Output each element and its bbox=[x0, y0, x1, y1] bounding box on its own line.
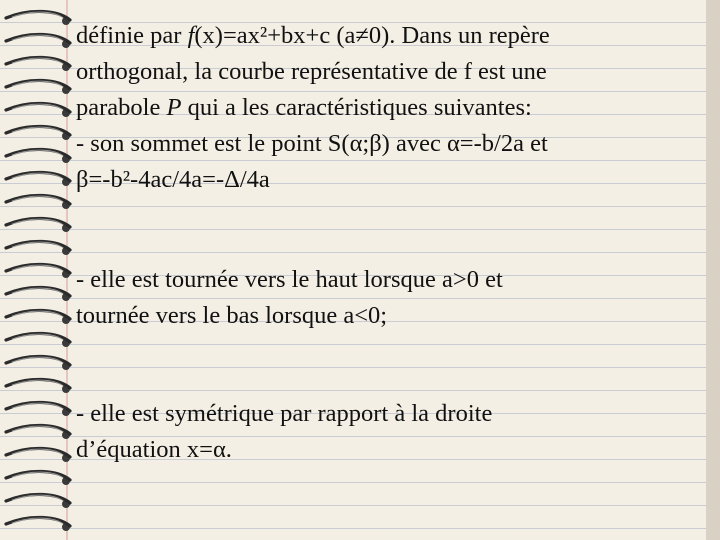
function-f: f bbox=[187, 22, 195, 49]
spiral-ring bbox=[6, 218, 70, 232]
spiral-ring bbox=[6, 80, 70, 94]
spiral-binding bbox=[0, 0, 80, 540]
text-line-8: - elle est symétrique par rapport à la droite bbox=[76, 400, 493, 427]
spiral-ring bbox=[6, 287, 70, 301]
spiral-ring bbox=[6, 402, 70, 416]
text-line-7: tournée vers le bas lorsque a<0; bbox=[76, 302, 388, 329]
text-line-3 bbox=[76, 90, 706, 126]
text-line-9: d’équation x=α. bbox=[76, 436, 232, 463]
text-line-5: β=-b²-4ac/4a=-Δ/4a bbox=[76, 166, 270, 193]
text-line-1 bbox=[76, 18, 706, 54]
text-line-6: - elle est tournée vers le haut lorsque a>0 et bbox=[76, 266, 503, 293]
spiral-ring bbox=[6, 494, 70, 508]
spiral-ring bbox=[6, 356, 70, 370]
spiral-ring bbox=[6, 310, 70, 324]
spiral-ring bbox=[6, 34, 70, 48]
spiral-ring bbox=[6, 241, 70, 255]
spiral-ring bbox=[6, 379, 70, 393]
spiral-ring bbox=[6, 11, 70, 25]
spiral-ring bbox=[6, 471, 70, 485]
page-edge bbox=[706, 0, 720, 540]
spiral-ring bbox=[6, 149, 70, 163]
spiral-ring bbox=[6, 333, 70, 347]
spacer bbox=[76, 198, 706, 262]
text-line-3a: parabole bbox=[76, 94, 167, 121]
spiral-ring bbox=[6, 126, 70, 140]
text-line-1b: (x)=ax²+bx+c (a≠0). Dans un repère bbox=[194, 22, 550, 49]
spiral-ring bbox=[6, 57, 70, 71]
text-line-1a: définie par bbox=[76, 22, 188, 49]
spacer bbox=[76, 334, 706, 396]
spiral-ring bbox=[6, 103, 70, 117]
slide-text-body bbox=[76, 18, 706, 468]
parabola-p: P bbox=[166, 94, 182, 121]
spiral-ring bbox=[6, 172, 70, 186]
text-line-2: orthogonal, la courbe représentative de f est une bbox=[76, 58, 547, 85]
spiral-ring bbox=[6, 264, 70, 278]
spiral-ring bbox=[6, 517, 70, 531]
text-line-3b: qui a les caractéristiques suivantes: bbox=[181, 94, 532, 121]
spiral-ring bbox=[6, 425, 70, 439]
spiral-ring bbox=[6, 448, 70, 462]
spiral-ring bbox=[6, 195, 70, 209]
text-line-4: - son sommet est le point S(α;β) avec α=-b/2a et bbox=[76, 130, 548, 157]
